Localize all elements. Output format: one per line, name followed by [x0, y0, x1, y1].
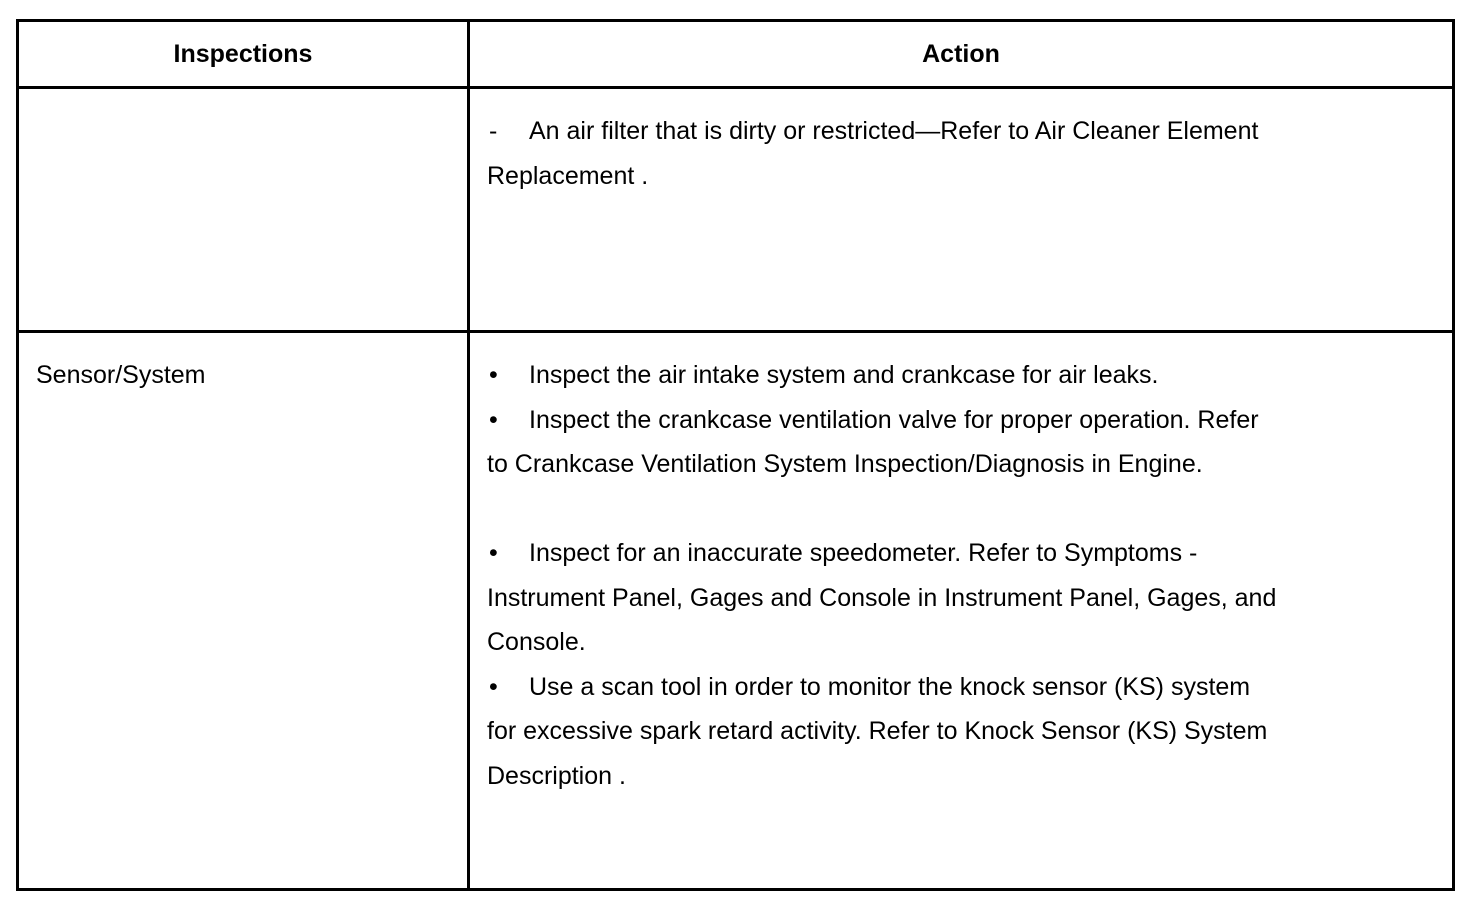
- table-row: [18, 332, 1454, 890]
- inspection-text: Sensor/System: [36, 361, 206, 389]
- action-line: Replacement .: [487, 161, 649, 190]
- diagnostic-table: [16, 19, 1455, 891]
- table-row: [18, 88, 1454, 332]
- bullet-marker: •: [489, 539, 498, 567]
- line-spacer: [487, 487, 1434, 532]
- header-action: Action: [469, 21, 1454, 88]
- action-line: • Inspect the crankcase ventilation valve for proper operation. Refer: [487, 398, 1434, 443]
- action-line: Instrument Panel, Gages and Console in Instrument Panel, Gages, and: [487, 583, 1277, 612]
- inspection-cell: [18, 332, 469, 890]
- bullet-marker: •: [489, 672, 498, 701]
- inspection-text: [19, 89, 467, 109]
- action-line: • Inspect the air intake system and crankcase for air leaks.: [487, 353, 1434, 398]
- table-header-row: [18, 21, 1454, 88]
- action-line: - An air filter that is dirty or restricted—Refer to Air Cleaner Element: [487, 109, 1434, 154]
- action-line: to Crankcase Ventilation System Inspection/Diagnosis in Engine.: [487, 450, 1203, 478]
- action-line: Description .: [487, 761, 626, 790]
- action-line: • Inspect for an inaccurate speedometer. Refer to Symptoms -: [487, 531, 1434, 576]
- bullet-marker: •: [489, 405, 498, 434]
- dash-marker: -: [489, 117, 498, 145]
- action-cell: [469, 88, 1454, 332]
- header-inspections: Inspections: [18, 21, 469, 88]
- inspection-cell: [18, 88, 469, 332]
- bullet-marker: •: [489, 361, 498, 389]
- action-line: • Use a scan tool in order to monitor the knock sensor (KS) system: [487, 665, 1434, 710]
- action-line: for excessive spark retard activity. Refer to Knock Sensor (KS) System: [487, 717, 1268, 745]
- action-cell: [469, 332, 1454, 890]
- action-line: Console.: [487, 628, 586, 656]
